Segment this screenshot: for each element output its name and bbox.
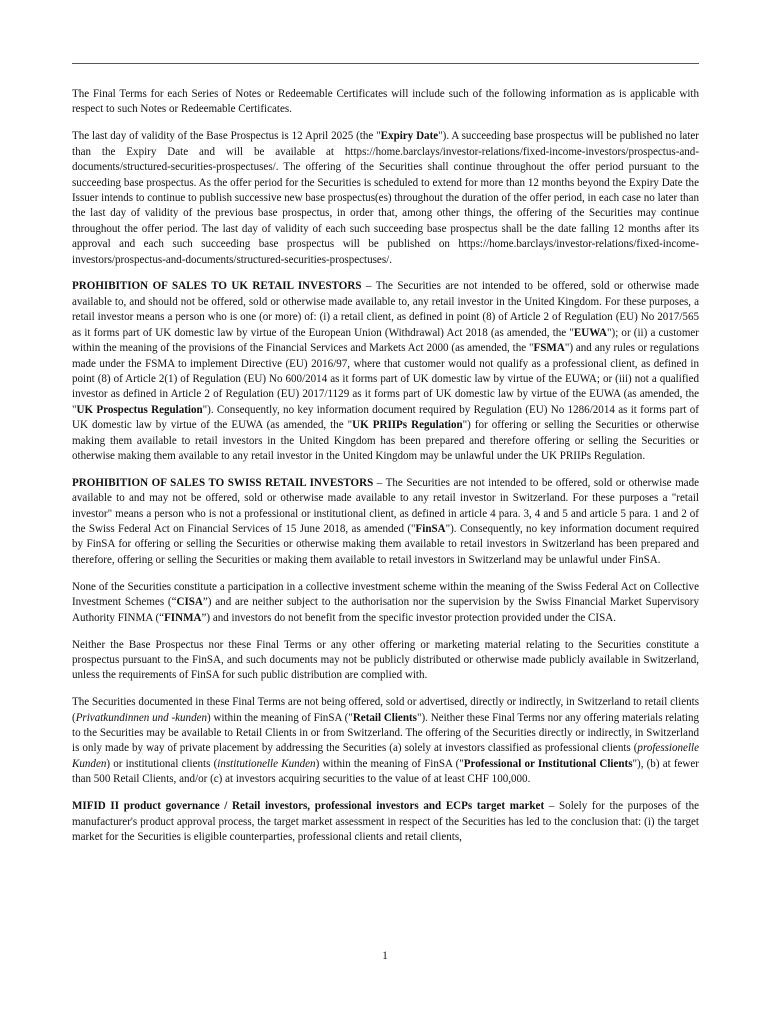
- bold-term: EUWA: [573, 326, 608, 339]
- paragraph-text: – The Securities are not intended to be offered, sold or otherwise made available to, and should not be offered, sold or otherwise made available to, any retail investor in the United Kingdom. For these purposes, a retail investor means a person who is one (or more) of: (i) a retail client, as defined in point (8) of Article 2 of Regulation (EU) No 2017/565 as it forms part of UK domestic law by virtue of the European Union (Withdrawal) Act 2018 (as amended, the ": [72, 280, 699, 339]
- paragraph-text: "). A succeeding base prospectus will be published no later than the Expiry Date and will be available at https://home.barclays/investor-relations/fixed-income-investors/prospectus-and-documents/structured-securities-prospectuses/. The offering of the Securities shall continue throughout the offer period pursuant to the succeeding base prospectus. As the offer period for the Securities is scheduled to extend for more than 12 months beyond the Expiry Date the Issuer intends to continue to publish successive new base prospectus(es) throughout the duration of the offer period, in each case no later than the last day of validity of the previous base prospectus, in order that, among other things, the offering of the Securities may continue throughout the offer period. The last day of validity of each such succeeding base prospectus shall be the date falling 12 months after its approval and each such succeeding base prospectus will be published on https://home.barclays/investor-relations/fixed-income-investors/prospectus-and-documents/structured-securities-prospectuses/.: [72, 130, 699, 266]
- paragraph-text: Neither the Base Prospectus nor these Final Terms or any other offering or marketing material relating to the Securities constitute a prospectus pursuant to the FinSA, and such documents may not be publicly distributed or otherwise made publicly available in Switzerland, unless the requirements of FinSA for such public distribution are complied with.: [72, 638, 699, 682]
- page-number: 1: [382, 950, 388, 962]
- bold-term: FINMA: [164, 611, 202, 624]
- bold-term: Professional or Institutional Clients: [463, 757, 633, 770]
- paragraph-text: "), (b) at fewer than 500 Retail Clients, and/or (c) at investors acquiring securities to the value of at least CHF 100,000.: [72, 757, 699, 786]
- paragraph-uk-prohibition: [72, 279, 699, 464]
- paragraph-text: "); or (ii) a customer within the meaning of the provisions of the Financial Services and Markets Act 2000 (as amended, the ": [72, 326, 699, 355]
- bold-term: FSMA: [533, 342, 565, 355]
- paragraph-expiry-date: [72, 129, 699, 268]
- paragraph-text: The Final Terms for each Series of Notes or Redeemable Certificates will include such of the following information as is applicable with respect to such Notes or Redeemable Certificates.: [72, 88, 699, 116]
- paragraph-final-terms-info: [72, 87, 699, 118]
- bold-term: MIFID II product governance / Retail investors, professional investors and ECPs target market: [72, 800, 545, 813]
- paragraph-text: ”) and investors do not benefit from the specific investor protection provided under the CISA.: [201, 611, 616, 624]
- paragraph-text: ) within the meaning of FinSA (": [315, 757, 464, 770]
- paragraph-text: None of the Securities constitute a participation in a collective investment scheme within the meaning of the Swiss Federal Act on Collective Investment Schemes (“: [72, 580, 699, 609]
- paragraph-text: – The Securities are not intended to be offered, sold or otherwise made available to and may not be offered, sold or otherwise made available to any retail investor in Switzerland. For these purposes a "retail investor" means a person who is not a professional or institutional client, as defined in article 4 para. 3, 4 and 5 and article 5 para. 1 and 2 of the Swiss Federal Act on Financial Services of 15 June 2018, as amended (": [72, 476, 699, 536]
- italic-term: professionelle Kunden: [72, 742, 699, 770]
- paragraph-mifid-governance: [72, 799, 699, 845]
- paragraph-text: ”) and are neither subject to the authorisation nor the supervision by the Swiss Financial Market Supervisory Authority FINMA (“: [72, 596, 699, 624]
- bold-term: FinSA: [415, 523, 446, 536]
- paragraph-text: – Solely for the purposes of the manufacturer's product approval process, the target market assessment in respect of the Securities has led to the conclusion that: (i) the target market for the Securities is eligible counterparties, professional clients and retail clients,: [72, 800, 700, 843]
- paragraph-finsa-prospectus: [72, 638, 699, 684]
- header-rule: [72, 63, 699, 64]
- paragraph-text: The last day of validity of the Base Prospectus is 12 April 2025 (the ": [72, 130, 381, 143]
- bold-term: CISA: [176, 596, 203, 609]
- paragraph-text: "). Neither these Final Terms nor any offering materials relating to the Securities may be available to Retail Clients in or from Switzerland. The offering of the Securities directly or indirectly, in Switzerland is only made by way of private placement by addressing the Securities (a) solely at investors classified as professional clients (: [72, 711, 700, 755]
- paragraph-swiss-retail-clients: [72, 695, 699, 787]
- bold-term: PROHIBITION OF SALES TO SWISS RETAIL INVESTORS: [72, 476, 374, 489]
- italic-term: institutionelle Kunden: [217, 757, 316, 770]
- paragraph-text: "). Consequently, no key information document required by Regulation (EU) No 1286/2014 as it forms part of UK domestic law by virtue of the EUWA (as amended, the ": [72, 403, 699, 432]
- bold-term: UK PRIIPs Regulation: [352, 419, 463, 432]
- paragraph-swiss-prohibition: [72, 476, 699, 568]
- bold-term: Expiry Date: [380, 130, 439, 143]
- paragraph-text: ") and any rules or regulations made under the FSMA to implement Directive (EU) 2016/97, where that customer would not qualify as a professional client, as defined in point (8) of Article 2(1) of Regulation (EU) No 600/2014 as it forms part of UK domestic law by virtue of the EUWA; or (iii) not a qualified investor as defined in Article 2 of Regulation (EU) 2017/1129 as it forms part of UK domestic law by virtue of the EUWA (as amended, the ": [72, 342, 699, 416]
- document-body: [72, 87, 699, 857]
- paragraph-text: ) or institutional clients (: [106, 757, 218, 770]
- paragraph-text: ") for offering or selling the Securities or otherwise making them available to retail investors in the United Kingdom has been prepared and therefore offering or selling the Securities or otherwise making them available to any retail investor in the United Kingdom may be unlawful under the UK PRIIPs Regulation.: [72, 419, 699, 462]
- bold-term: Retail Clients: [352, 711, 417, 724]
- paragraph-text: "). Consequently, no key information document required by FinSA for offering or selling the Securities or otherwise making them available to retail investors in Switzerland has been prepared and therefore, offering or selling the Securities or making them available to retail investors in Switzerland may be unlawful under FinSA.: [72, 523, 699, 566]
- paragraph-text: ) within the meaning of FinSA (": [207, 711, 353, 724]
- bold-term: PROHIBITION OF SALES TO UK RETAIL INVESTORS: [72, 280, 362, 293]
- italic-term: Privatkundinnen und -kunden: [75, 711, 208, 724]
- paragraph-text: The Securities documented in these Final Terms are not being offered, sold or advertised, directly or indirectly, in Switzerland to retail clients (: [72, 696, 699, 724]
- bold-term: UK Prospectus Regulation: [76, 403, 203, 416]
- paragraph-cisa: [72, 580, 699, 626]
